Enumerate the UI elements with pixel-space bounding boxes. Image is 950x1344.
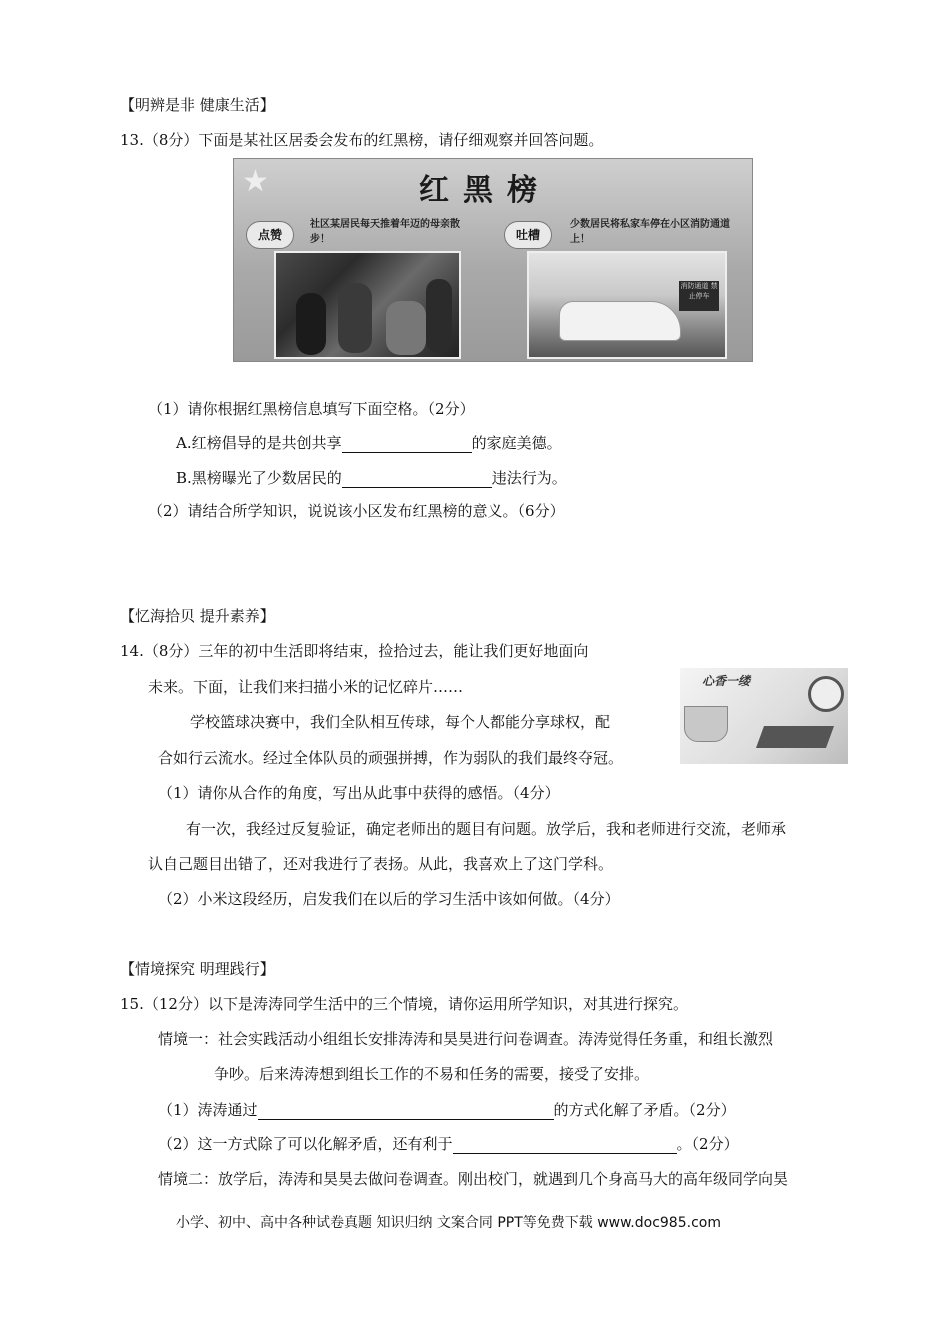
thumbs-up-tag: 点赞 (246, 221, 294, 249)
part-2-prefix: （2）这一方式除了可以化解矛盾，还有利于 (158, 1135, 453, 1153)
section-13-header: 【明辨是非 健康生活】 (120, 96, 275, 114)
part-1-suffix: 的方式化解了矛盾。（2分） (553, 1101, 736, 1119)
complaint-tag: 吐槽 (504, 221, 552, 249)
question-14-paragraph-1: 有一次，我经过反复验证，确定老师出的题目有问题。放学后，我和老师进行交流，老师承 (186, 820, 787, 838)
blank-15-2[interactable] (453, 1137, 677, 1154)
question-13-text: 13.（8分）下面是某社区居委会发布的红黑榜，请仔细观察并回答问题。 (120, 131, 604, 149)
blank-a[interactable] (342, 436, 472, 453)
question-15-text: 15.（12分）以下是涛涛同学生活中的三个情境，请你运用所学知识，对其进行探究。 (120, 995, 688, 1013)
item-b-prefix: B.黑榜曝光了少数居民的 (176, 469, 342, 487)
car-shape (559, 301, 681, 341)
family-walk-photo (274, 251, 461, 359)
scenario-1-line-2: 争吵。后来涛涛想到组长工作的不易和任务的需要，接受了安排。 (214, 1065, 650, 1083)
footer-text: 小学、初中、高中各种试卷真题 知识归纳 文案合同 PPT等免费下载 www.doc985.com (176, 1215, 721, 1231)
question-14-part-1: （1）请你从合作的角度，写出从此事中获得的感悟。（4分） (158, 784, 560, 802)
question-14-line-1: 14.（8分）三年的初中生活即将结束，捡拾过去，能让我们更好地面向 (120, 642, 589, 660)
red-black-board-image (233, 158, 753, 362)
red-list-caption: 社区某居民每天推着年迈的母亲散步！ (310, 219, 460, 245)
section-14-header: 【忆海拾贝 提升素养】 (120, 607, 275, 625)
black-list-caption: 少数居民将私家车停在小区消防通道上！ (570, 219, 730, 245)
part-2-suffix: 。（2分） (676, 1135, 739, 1153)
parked-car-photo (527, 251, 727, 359)
question-15-part-1 (158, 1099, 736, 1120)
question-14-line-4: 合如行云流水。经过全体队员的顽强拼搏，作为弱队的我们最终夺冠。 (158, 749, 624, 767)
coffee-cup-icon (684, 706, 728, 742)
part-1-prefix: （1）涛涛通过 (158, 1101, 258, 1119)
illustration-caption: 心香一缕 (702, 674, 751, 688)
board-title: 红黑榜 (419, 173, 551, 208)
question-14-part-2: （2）小米这段经历，启发我们在以后的学习生活中该如何做。（4分） (158, 890, 620, 908)
question-14-paragraph-2: 认自己题目出错了，还对我进行了表扬。从此，我喜欢上了这门学科。 (148, 855, 614, 873)
memory-illustration (680, 668, 848, 764)
blank-b[interactable] (342, 471, 492, 488)
alarm-clock-icon (808, 676, 844, 712)
blank-15-1[interactable] (258, 1103, 554, 1120)
item-a-prefix: A.红榜倡导的是共创共享 (176, 434, 342, 452)
question-13-part-2: （2）请结合所学知识，说说该小区发布红黑榜的意义。（6分） (148, 502, 565, 520)
question-14-line-3: 学校篮球决赛中，我们全队相互传球，每个人都能分享球权，配 (190, 713, 611, 731)
item-a-suffix: 的家庭美德。 (471, 434, 562, 452)
question-14-line-2: 未来。下面，让我们来扫描小米的记忆碎片…… (148, 678, 464, 696)
scenario-1-line-1: 情境一：社会实践活动小组组长安排涛涛和昊昊进行问卷调查。涛涛觉得任务重，和组长激烈 (158, 1030, 774, 1048)
fire-lane-sign: 消防通道 禁止停车 (679, 281, 719, 311)
question-13-part-1: （1）请你根据红黑榜信息填写下面空格。（2分） (148, 400, 475, 418)
star-icon: ★ (242, 164, 269, 199)
question-15-part-2 (158, 1133, 739, 1154)
question-13-item-b (176, 467, 567, 488)
scenario-2-line-1: 情境二：放学后，涛涛和昊昊去做问卷调查。刚出校门，就遇到几个身高马大的高年级同学向昊 (158, 1170, 789, 1188)
item-b-suffix: 违法行为。 (491, 469, 567, 487)
question-13-item-a (176, 432, 562, 453)
section-15-header: 【情境探究 明理践行】 (120, 960, 275, 978)
book-icon (756, 726, 834, 748)
